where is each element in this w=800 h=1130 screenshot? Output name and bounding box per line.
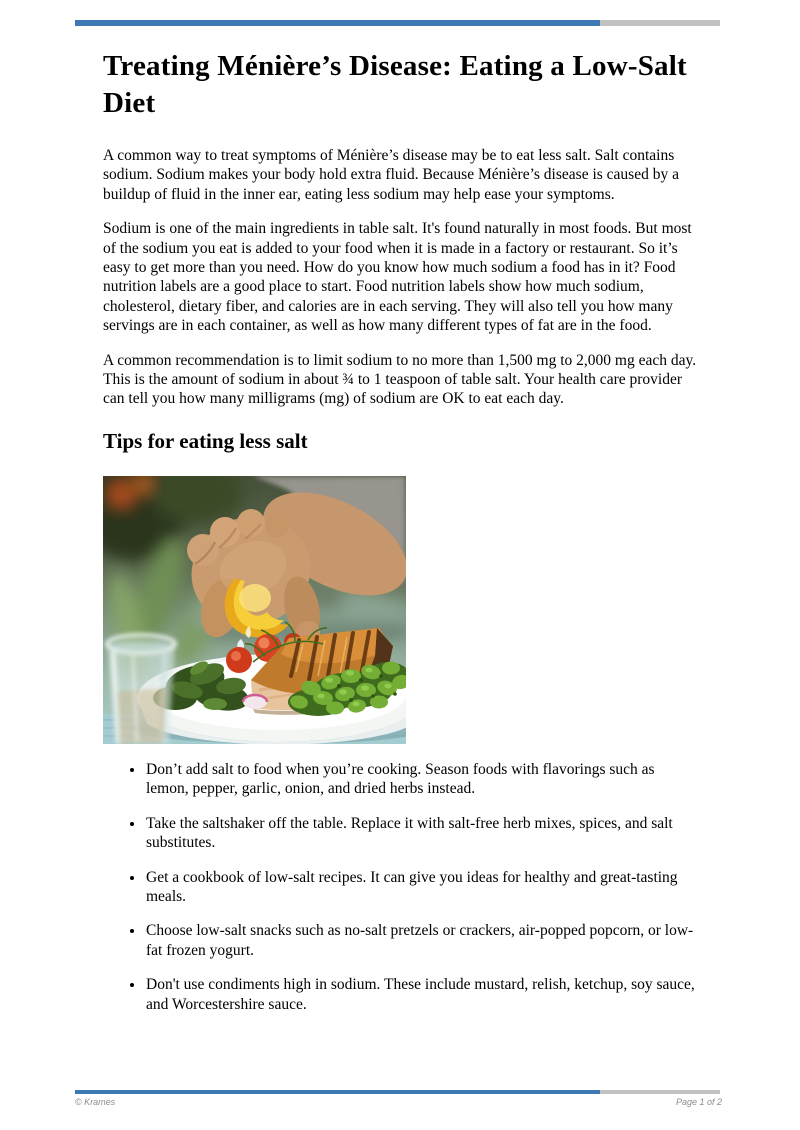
- page-title: Treating Ménière’s Disease: Eating a Low-Salt Diet: [103, 50, 687, 119]
- paragraph-intro: A common way to treat symptoms of Ménière’s disease may be to eat less salt. Salt contains sodium. Sodium makes your body hold extra fluid. Because Ménière’s disease is caused by a buildup of fluid in the inner ear, eating less sodium may help ease your symptoms.: [103, 147, 679, 203]
- header-accent-bar-blue: [75, 20, 600, 26]
- paragraph-recommendation: A common recommendation is to limit sodium to no more than 1,500 mg to 2,000 mg each day. This is the amount of sodium in about ¾ to 1 teaspoon of table salt. Your health care provider can tell you how many milligrams (mg) of sodium are OK to eat each day.: [103, 351, 697, 408]
- paragraph-sodium-labels: Sodium is one of the main ingredients in table salt. It's found naturally in most foods. But most of the sodium you eat is added to your food when it is made in a factory or restaurant. So it’s easy to get more than you need. How do you know how much sodium a food has in it? Food nutrition labels are a good place to start. Food nutrition labels show how much sodium, cholesterol, dietary fiber, and calories are in each serving. They will also tell you how many servings are in each container, as well as how many different types of fat are in the food.: [103, 220, 692, 335]
- list-item: • Get a cookbook of low-salt recipes. It can give you ideas for healthy and great-tasting meals.: [145, 868, 699, 907]
- list-item: • Don't use condiments high in sodium. These include mustard, relish, ketchup, soy sauce, and Worcestershire sauce.: [145, 975, 699, 1014]
- list-item: • Don’t add salt to food when you’re cooking. Season foods with flavorings such as lemon, pepper, garlic, onion, and dried herbs instead.: [145, 760, 699, 799]
- radish-slice: [243, 695, 267, 709]
- list-item: • Take the saltshaker off the table. Replace it with salt-free herb mixes, spices, and salt substitutes.: [145, 814, 699, 853]
- tips-list: [103, 760, 699, 1014]
- list-item: • Choose low-salt snacks such as no-salt pretzels or crackers, air-popped popcorn, or low-fat frozen yogurt.: [145, 921, 699, 960]
- salmon-plate-illustration: [103, 476, 406, 744]
- section-heading: Tips for eating less salt: [103, 428, 308, 453]
- water-glass: [107, 635, 175, 744]
- footer-page-number: Page 1 of 2: [675, 1097, 722, 1107]
- footer: [75, 1097, 722, 1107]
- header-accent-bar: [75, 20, 720, 26]
- footer-copyright: © Krames: [75, 1097, 116, 1107]
- footer-accent-bar: [75, 1090, 720, 1094]
- page-content: [103, 48, 699, 1029]
- photo-hand-squeezing-lemon: [103, 476, 406, 744]
- footer-accent-bar-blue: [75, 1090, 600, 1094]
